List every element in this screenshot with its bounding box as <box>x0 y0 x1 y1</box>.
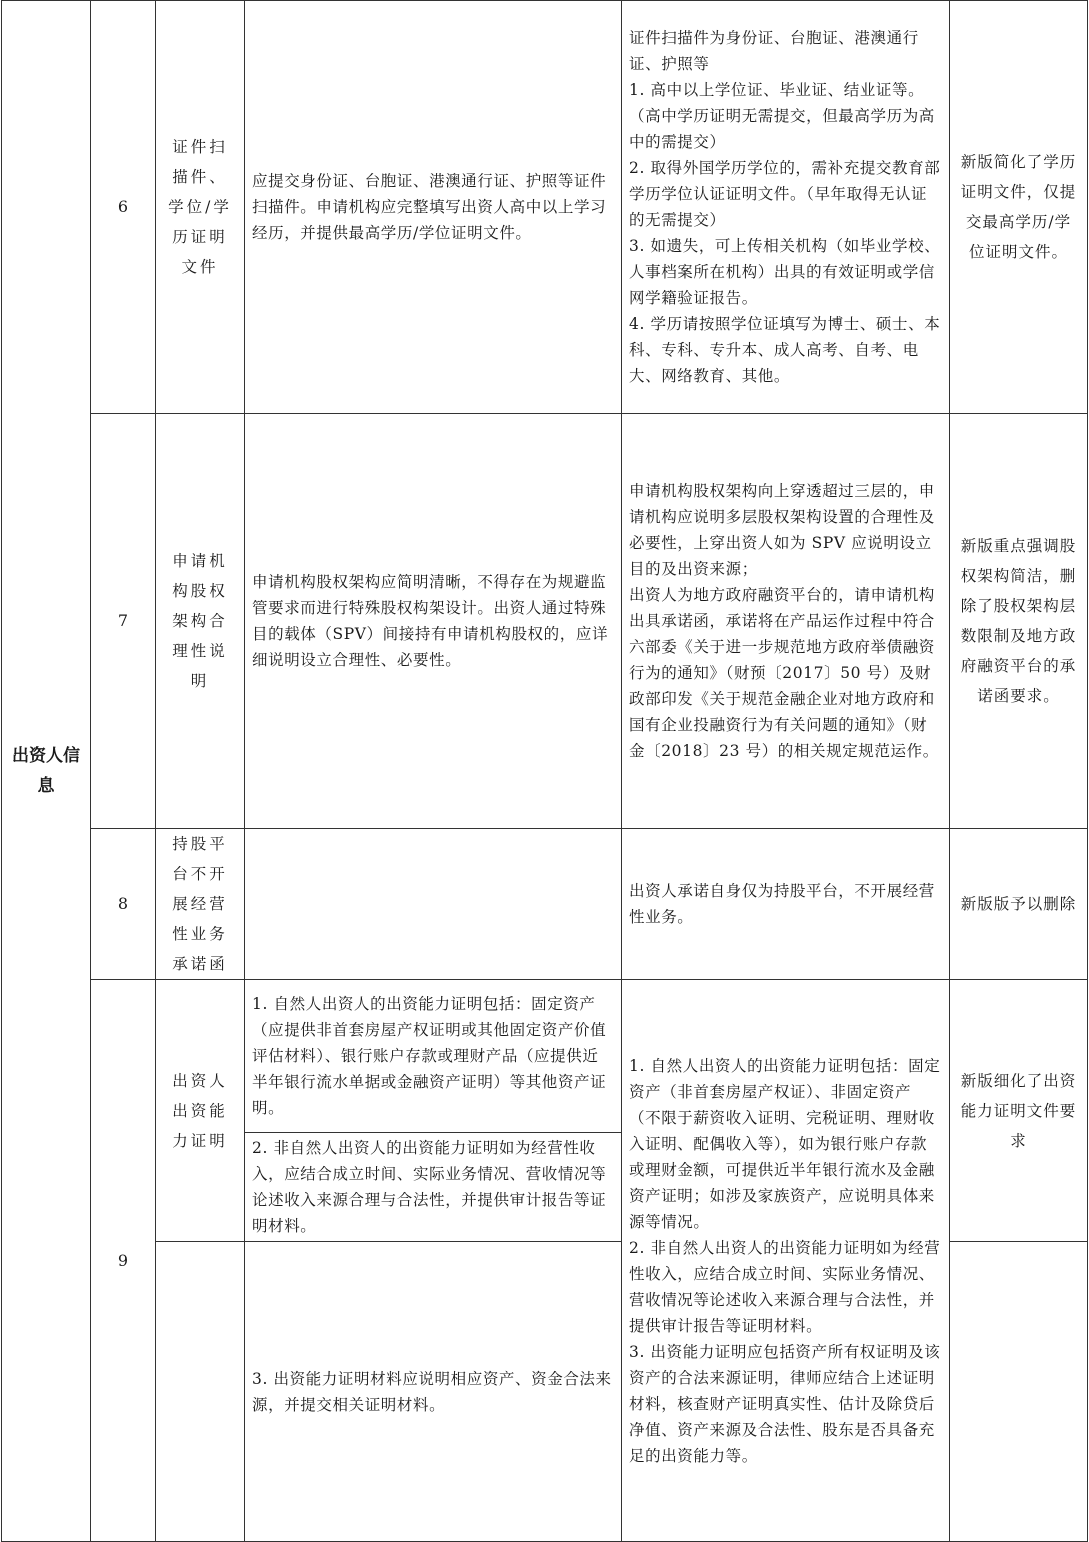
old-requirement-part-3: 3. 出资能力证明材料应说明相应资产、资金合法来源，并提交相关证明材料。 <box>245 1242 622 1542</box>
new-requirement-text: 1. 自然人出资人的出资能力证明包括：固定资产（非首套房屋产权证）、非固定资产（不限于薪资收入证明、完税证明、理财收入证明、配偶收入等），如为银行账户存款或理财金额，可提供近半年银行流水及金融资产证明；如涉及家族资产，应说明具体来源等情况。 2. 非自然人出资人的出资能力证明如为经营性收入，应结合成立时间、实际业务情况、营收情况等论述收入来源合理与合法性，并提供审计报告等证明材料。 3. 出资能力证明应包括资产所有权证明及该资产的合法来源证明，律师应结合上述证明材料，核查财产证明真实性、估计及除贷后净值、资产来源及合法性、股东是否具备充足的出资能力等。 <box>629 1056 941 1465</box>
row-number: 7 <box>91 414 156 829</box>
old-requirement: 应提交身份证、台胞证、港澳通行证、护照等证件扫描件。申请机构应完整填写出资人高中以上学习经历，并提供最高学历/学位证明文件。 <box>245 1 622 414</box>
row-number: 8 <box>91 829 156 980</box>
section-label: 出资人信息 <box>12 746 80 796</box>
item-name: 申请机构股权架构合理性说明 <box>156 414 245 829</box>
new-requirement-text: 证件扫描件为身份证、台胞证、港澳通行证、护照等 1. 高中以上学位证、毕业证、结业证等。（高中学历证明无需提交，但最高学历为高中的需提交） 2. 取得外国学历学位的，需补充提交教育部学历学位认证证明文件。（早年取得无认证的无需提交） 3. 如遗失，可上传相关机构（如毕业学校、人事档案所在机构）出具的有效证明或学信网学籍验证报告。 4. 学历请按照学位证填写为博士、硕士、本科、专科、专升本、成人高考、自考、电大、网络教育、其他。 <box>629 29 941 385</box>
item-name: 证件扫描件、学位/学历证明文件 <box>156 1 245 414</box>
item-name: 出资人出资能力证明 <box>156 980 245 1242</box>
old-requirement-part-1: 1. 自然人出资人的出资能力证明包括：固定资产（应提供非首套房屋产权证明或其他固定资产价值评估材料）、银行账户存款或理财产品（应提供近半年银行流水单据或金融资产证明）等其他资产证明。 <box>245 980 622 1133</box>
old-requirement: 申请机构股权架构应简明清晰，不得存在为规避监管要求而进行特殊股权构架设计。出资人通过特殊目的载体（SPV）间接持有申请机构股权的，应详细说明设立合理性、必要性。 <box>245 414 622 829</box>
remark: 新版简化了学历证明文件，仅提交最高学历/学位证明文件。 <box>950 1 1088 414</box>
empty-cell <box>156 1242 245 1542</box>
remark: 新版版予以删除 <box>950 829 1088 980</box>
new-requirement <box>622 980 950 1542</box>
new-requirement <box>622 1 950 414</box>
remark: 新版细化了出资能力证明文件要求 <box>950 980 1088 1242</box>
table-row <box>2 414 1088 829</box>
table-row <box>2 980 1088 1133</box>
new-requirement: 出资人承诺自身仅为持股平台，不开展经营性业务。 <box>622 829 950 980</box>
section-cell <box>2 1 91 1542</box>
item-name: 持股平台不开展经营性业务承诺函 <box>156 829 245 980</box>
row-number: 6 <box>91 1 156 414</box>
table-row <box>2 1 1088 414</box>
old-requirement <box>245 829 622 980</box>
old-requirement-part-2: 2. 非自然人出资人的出资能力证明如为经营性收入，应结合成立时间、实际业务情况、营收情况等论述收入来源合理与合法性，并提供审计报告等证明材料。 <box>245 1133 622 1242</box>
comparison-table <box>1 0 1088 1542</box>
row-number: 9 <box>91 980 156 1542</box>
table-row <box>2 829 1088 980</box>
remark: 新版重点强调股权架构简洁，删除了股权架构层数限制及地方政府融资平台的承诺函要求。 <box>950 414 1088 829</box>
new-requirement <box>622 414 950 829</box>
empty-cell <box>950 1242 1088 1542</box>
new-requirement-text: 申请机构股权架构向上穿透超过三层的，申请机构应说明多层股权架构设置的合理性及必要性，上穿出资人如为 SPV 应说明设立目的及出资来源； 出资人为地方政府融资平台的，请申请机构出具承诺函，承诺将在产品运作过程中符合六部委《关于进一步规范地方政府举债融资行为的通知》（财预〔2017〕50 号）及财政部印发《关于规范金融企业对地方政府和国有企业投融资行为有关问题的通知》（财金〔2018〕23 号）的相关规定规范运作。 <box>629 482 939 760</box>
